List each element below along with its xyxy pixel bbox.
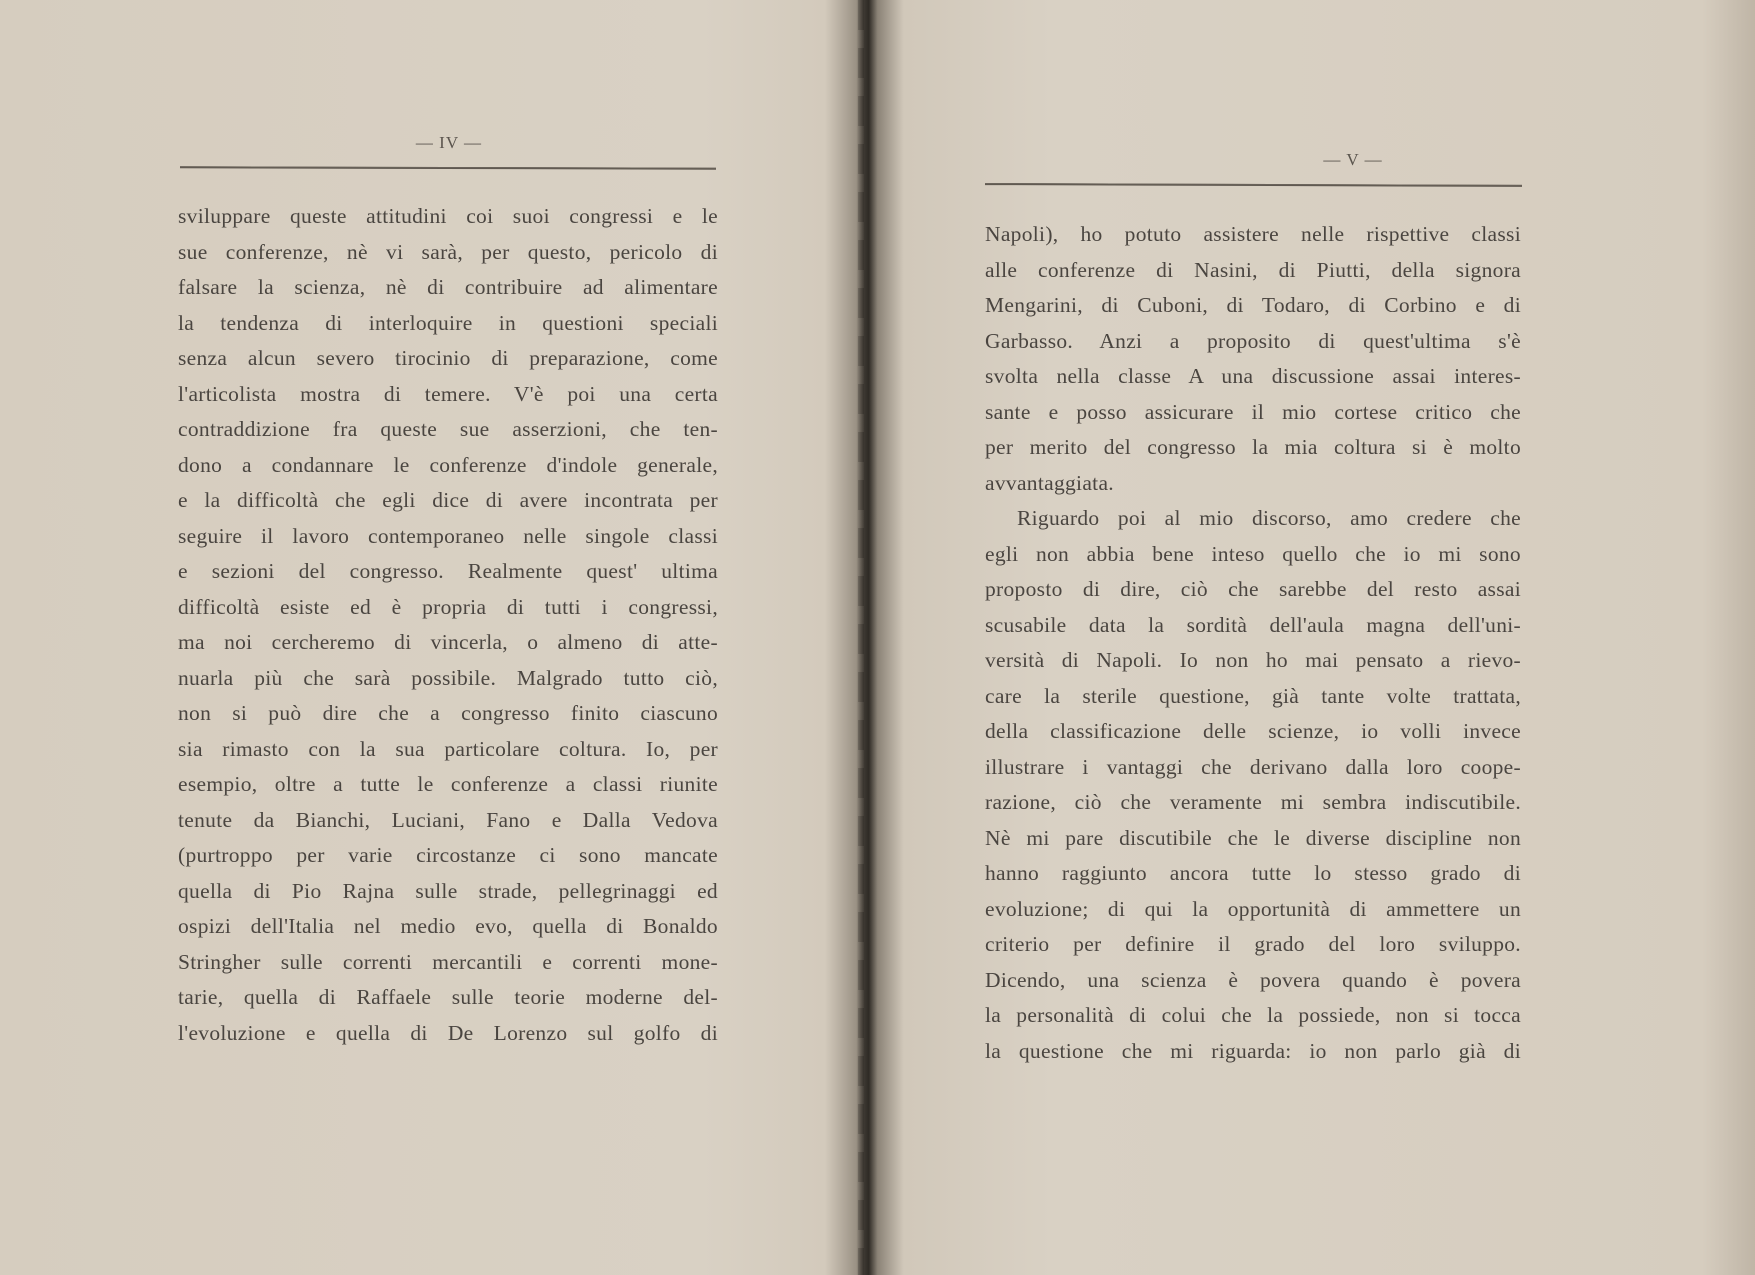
left-page bbox=[0, 0, 860, 1275]
text-line: (purtroppo per varie circostanze ci sono mancate bbox=[178, 843, 718, 867]
page-number: — IV — bbox=[415, 133, 483, 152]
header-rule bbox=[180, 166, 716, 169]
text-line: l'articolista mostra di temere. V'è poi una certa bbox=[178, 381, 718, 406]
text-line: egli non abbia bene inteso quello che io mi sono bbox=[985, 541, 1521, 566]
text-line: per merito del congresso la mia coltura si è molto bbox=[985, 435, 1521, 459]
text-line: scusabile data la sordità dell'aula magna dell'uni- bbox=[985, 612, 1521, 637]
page-body bbox=[985, 217, 1521, 1069]
text-line: hanno raggiunto ancora tutte lo stesso grado di bbox=[985, 861, 1521, 885]
text-line: Stringher sulle correnti mercantili e correnti mone- bbox=[178, 949, 718, 974]
text-line: l'evoluzione e quella di De Lorenzo sul golfo di bbox=[178, 1020, 718, 1045]
text-line: svolta nella classe A una discussione assai interes- bbox=[985, 364, 1521, 388]
text-line: falsare la scienza, nè di contribuire ad alimentare bbox=[178, 275, 718, 299]
right-page bbox=[870, 0, 1755, 1275]
text-line: Napoli), ho potuto assistere nelle rispettive classi bbox=[985, 222, 1521, 246]
text-line: difficoltà esiste ed è propria di tutti i congressi, bbox=[178, 594, 718, 619]
text-line: sue conferenze, nè vi sarà, per questo, pericolo di bbox=[178, 239, 718, 264]
page-body bbox=[178, 199, 718, 1051]
text-line: avvantaggiata. bbox=[985, 470, 1114, 495]
text-line: sviluppare queste attitudini coi suoi congressi e le bbox=[178, 204, 718, 228]
text-line: la tendenza di interloquire in questioni speciali bbox=[178, 310, 718, 335]
text-line: seguire il lavoro contemporaneo nelle singole classi bbox=[178, 523, 718, 548]
text-line: Mengarini, di Cuboni, di Todaro, di Corbino e di bbox=[985, 293, 1521, 317]
text-line: sante e posso assicurare il mio cortese critico che bbox=[985, 399, 1521, 424]
text-line: ma noi cercheremo di vincerla, o almeno di atte- bbox=[178, 630, 718, 654]
text-line: alle conferenze di Nasini, di Piutti, della signora bbox=[985, 257, 1521, 282]
text-line: nuarla più che sarà possibile. Malgrado tutto ciò, bbox=[178, 665, 718, 690]
text-line: la questione che mi riguarda: io non parlo già di bbox=[985, 1038, 1521, 1063]
text-line: la personalità di colui che la possiede, non si tocca bbox=[985, 1003, 1521, 1027]
header-rule bbox=[985, 183, 1522, 187]
text-line: tarie, quella di Raffaele sulle teorie moderne del- bbox=[178, 985, 718, 1009]
text-line: e la difficoltà che egli dice di avere incontrata per bbox=[178, 488, 718, 512]
text-line: senza alcun severo tirocinio di preparazione, come bbox=[178, 346, 718, 370]
text-line: versità di Napoli. Io non ho mai pensato a rievo- bbox=[985, 648, 1521, 672]
text-line: della classificazione delle scienze, io volli invece bbox=[985, 719, 1521, 743]
text-line: Riguardo poi al mio discorso, amo credere che bbox=[1017, 506, 1521, 530]
text-line: care la sterile questione, già tante volte trattata, bbox=[985, 683, 1521, 708]
text-line: e sezioni del congresso. Realmente quest' ultima bbox=[178, 559, 718, 583]
text-line: dono a condannare le conferenze d'indole generale, bbox=[178, 452, 718, 477]
text-line: sia rimasto con la sua particolare coltura. Io, per bbox=[178, 736, 718, 761]
text-line: non si può dire che a congresso finito ciascuno bbox=[178, 701, 718, 725]
text-line: contraddizione fra queste sue asserzioni, che ten- bbox=[178, 417, 718, 441]
text-line: ospizi dell'Italia nel medio evo, quella di Bonaldo bbox=[178, 914, 718, 938]
text-line: tenute da Bianchi, Luciani, Fano e Dalla Vedova bbox=[178, 807, 718, 832]
text-line: Dicendo, una scienza è povera quando è povera bbox=[985, 967, 1521, 992]
text-line: proposto di dire, ciò che sarebbe del resto assai bbox=[985, 577, 1521, 601]
text-line: evoluzione; di qui la opportunità di ammettere un bbox=[985, 896, 1521, 921]
text-line: razione, ciò che veramente mi sembra indiscutibile. bbox=[985, 790, 1521, 814]
text-line: criterio per definire il grado del loro sviluppo. bbox=[985, 932, 1521, 956]
page-number: — V — bbox=[1323, 150, 1383, 169]
text-line: illustrare i vantaggi che derivano dalla loro coope- bbox=[985, 754, 1521, 779]
text-line: Garbasso. Anzi a proposito di quest'ultima s'è bbox=[985, 328, 1521, 353]
text-line: quella di Pio Rajna sulle strade, pellegrinaggi ed bbox=[178, 878, 718, 903]
text-line: esempio, oltre a tutte le conferenze a classi riunite bbox=[178, 772, 718, 796]
text-line: Nè mi pare discutibile che le diverse discipline non bbox=[985, 825, 1521, 850]
